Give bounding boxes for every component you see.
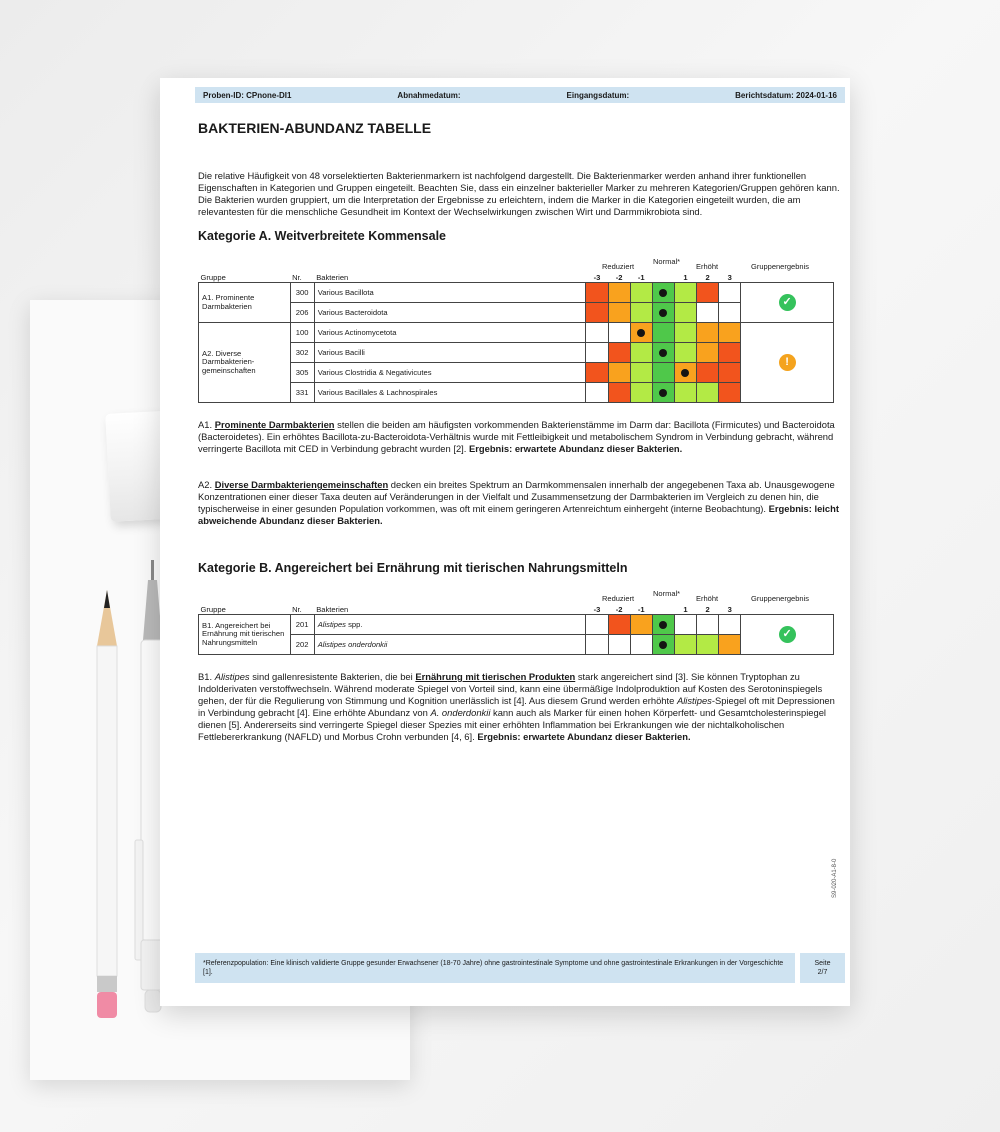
category-b-heading: Kategorie B. Angereichert bei Ernährung mit tierischen Nahrungsmitteln	[198, 561, 628, 575]
scale-reduziert: Reduziert	[602, 594, 635, 603]
abundance-cell	[608, 635, 630, 655]
marker-number: 206	[290, 303, 314, 323]
abundance-cell	[586, 283, 608, 303]
abundance-cell	[719, 383, 741, 403]
marker-number: 202	[290, 635, 314, 655]
abundance-cell	[674, 615, 696, 635]
desc-a2-prefix: A2.	[198, 479, 215, 490]
page-title: BAKTERIEN-ABUNDANZ TABELLE	[198, 120, 432, 136]
abundance-cell	[697, 363, 719, 383]
abundance-cell	[652, 303, 674, 323]
table-row	[199, 635, 834, 655]
bacteria-name: Alistipes spp.	[314, 615, 586, 635]
abundance-cell	[652, 383, 674, 403]
scale-erhoeht: Erhöht	[696, 262, 719, 271]
category-b-table	[198, 583, 840, 655]
group-result	[741, 323, 834, 403]
desc-b1-i1: Alistipes	[214, 671, 250, 682]
exclamation-circle-icon: !	[779, 354, 796, 371]
group-name: A2. Diverse Darmbakterien-gemeinschaften	[199, 323, 291, 403]
scale-num: 3	[719, 605, 741, 615]
scale-header	[198, 251, 840, 273]
abundance-cell	[608, 283, 630, 303]
category-a-table	[198, 251, 840, 403]
page-number-box	[800, 953, 845, 983]
report-header-bar	[195, 87, 845, 103]
table-row	[199, 303, 834, 323]
col-gruppe: Gruppe	[199, 605, 291, 615]
scale-num: -2	[608, 273, 630, 283]
bacteria-name: Various Bacteroidota	[314, 303, 586, 323]
abundance-cell	[719, 363, 741, 383]
abundance-cell	[674, 343, 696, 363]
bacteria-genus: Alistipes	[317, 620, 346, 629]
footer-note: *Referenzpopulation: Eine klinisch validierte Gruppe gesunder Erwachsener (18-70 Jahre) ohne gastrointestinale Symptome und ohne gastrointestinale Erkrankungen in der Vorgeschichte [1].	[195, 953, 795, 983]
abundance-table	[198, 273, 834, 403]
abundance-cell	[719, 303, 741, 323]
desc-a1-result: Ergebnis: erwartete Abundanz dieser Bakterien.	[468, 443, 683, 454]
table-row	[199, 363, 834, 383]
check-circle-icon: ✓	[779, 294, 796, 311]
abundance-cell	[630, 283, 652, 303]
scale-num: 1	[674, 605, 696, 615]
desc-b1-term: Ernährung mit tierischen Produkten	[415, 671, 576, 682]
abundance-cell	[697, 635, 719, 655]
abundance-cell	[674, 323, 696, 343]
abundance-cell	[697, 343, 719, 363]
description-b1	[198, 671, 840, 743]
abundance-cell	[719, 615, 741, 635]
marker-number: 300	[290, 283, 314, 303]
pencil	[93, 590, 121, 1020]
abundance-cell	[608, 615, 630, 635]
abundance-cell	[608, 323, 630, 343]
report-page	[160, 78, 850, 1006]
abundance-cell	[652, 323, 674, 343]
scale-reduziert: Reduziert	[602, 262, 635, 271]
table-row	[199, 323, 834, 343]
table-row	[199, 283, 834, 303]
abundance-cell	[652, 283, 674, 303]
description-a1	[198, 419, 840, 455]
bacteria-name: Various Bacillota	[314, 283, 586, 303]
abundance-cell	[608, 383, 630, 403]
abundance-cell	[630, 323, 652, 343]
scale-num	[652, 273, 674, 283]
table-row	[199, 615, 834, 635]
abundance-table	[198, 605, 834, 655]
abundance-cell	[674, 363, 696, 383]
scale-num: 1	[674, 273, 696, 283]
col-bakterien: Bakterien	[314, 273, 586, 283]
col-nr: Nr.	[290, 273, 314, 283]
probe-id: Proben-ID: CPnone-DI1	[203, 90, 292, 100]
bacteria-name: Various Bacilli	[314, 343, 586, 363]
abundance-cell	[674, 283, 696, 303]
marker-number: 305	[290, 363, 314, 383]
desc-b1-p5: kann auch als Marker für einen hohen Körperfett- und Gesamtcholesterinspiegel dienen [5]. Andererseits sind verringerte Spiegel dieser Spezies mit einer erhöhten Inflammation bei Erkrankungen wie der nichtalkoholischen Fettlebererkrankung (NAFLD) und Morbus Crohn verbunden [4, 6].	[198, 707, 827, 742]
abundance-cell	[586, 323, 608, 343]
scale-num	[652, 605, 674, 615]
abundance-cell	[586, 363, 608, 383]
abundance-cell	[697, 283, 719, 303]
value-marker	[659, 289, 667, 297]
abundance-cell	[697, 303, 719, 323]
desc-b1-p3: stark angereichert sind [3]. Sie können Tryptophan zu Indolderivaten verstoffwechseln. Während moderate Spiegel von Vorteil sind, kann eine übermäßige Indolproduktion auf Kosten des Serotoninspiegels gehen, der für die Regulierung von Stimmung und Kognition unerlässlich ist [4]. Aus diesem Grund werden erhöhte	[198, 671, 823, 706]
abundance-cell	[719, 323, 741, 343]
abundance-cell	[652, 615, 674, 635]
value-marker	[659, 621, 667, 629]
value-marker	[637, 329, 645, 337]
marker-number: 201	[290, 615, 314, 635]
abundance-cell	[586, 303, 608, 323]
col-gruppe: Gruppe	[199, 273, 291, 283]
desc-a1-term: Prominente Darmbakterien	[214, 419, 335, 430]
scale-num: -1	[630, 273, 652, 283]
value-marker	[659, 389, 667, 397]
category-a-heading: Kategorie A. Weitverbreitete Kommensale	[198, 229, 446, 243]
abundance-cell	[586, 383, 608, 403]
abundance-cell	[652, 363, 674, 383]
desc-b1-result: Ergebnis: erwartete Abundanz dieser Bakterien.	[477, 731, 691, 742]
abundance-cell	[586, 635, 608, 655]
abnahme-date: Abnahmedatum:	[397, 90, 461, 100]
bacteria-name: Various Actinomycetota	[314, 323, 586, 343]
col-result	[741, 605, 834, 615]
abundance-cell	[608, 303, 630, 323]
group-result	[741, 615, 834, 655]
scale-gruppenergebnis: Gruppenergebnis	[751, 594, 809, 603]
scale-gruppenergebnis: Gruppenergebnis	[751, 262, 809, 271]
desc-a1-prefix: A1.	[198, 419, 215, 430]
abundance-cell	[630, 383, 652, 403]
desc-b1-i3: A. onderdonkii	[430, 707, 491, 718]
scale-num: -2	[608, 605, 630, 615]
page-number: 2/7	[817, 969, 828, 976]
col-result	[741, 273, 834, 283]
desc-a1-text: stellen die beiden am häufigsten vorkommenden Bakterienstämme im Darm dar: Bacillota (Firmicutes) und Bacteroidota (Bacteroidetes). Ein erhöhtes Bacillota-zu-Bacteroidota-Verhältnis wurde mit Fettleibigkeit und metabolischem Syndrom in Verbindung gebracht, während verringerte Bacillota mit CED in Verbindung gebracht wurden [2].	[198, 419, 835, 454]
desc-a2-result: Ergebnis: leicht abweichende Abundanz dieser Bakterien.	[198, 503, 839, 526]
table-row	[199, 383, 834, 403]
scale-num: 2	[697, 273, 719, 283]
intro-text: Die relative Häufigkeit von 48 vorselektierten Bakterienmarkern ist nachfolgend dargestellt. Die Bakterienmarker werden anhand ihrer funktionellen Eigenschaften in Kategorien und Gruppen eingeteilt. Beachten Sie, dass ein einzelner bakterieller Marker zu mehreren Kategorien/Gruppen gehören kann. Die Bakterien wurden gruppiert, um die Interpretation der Ergebnisse zu erleichtern, indem die Marker in die Kategorien eingeteilt wurden, die am relevantesten für die menschliche Gesundheit im Kontext der Wechselwirkungen zwischen Wirt und Darmmikrobiota sind.	[198, 170, 840, 217]
description-a2	[198, 479, 840, 527]
abundance-cell	[608, 363, 630, 383]
marker-number: 302	[290, 343, 314, 363]
scale-header	[198, 583, 840, 605]
abundance-cell	[586, 343, 608, 363]
bacteria-name: Various Bacillales & Lachnospirales	[314, 383, 586, 403]
abundance-cell	[697, 383, 719, 403]
abundance-cell	[630, 635, 652, 655]
abundance-cell	[608, 343, 630, 363]
desc-a2-text: decken ein breites Spektrum an Darmkommensalen innerhalb der angegebenen Taxa ab. Unausgewogene Konzentrationen einer dieser Taxa deuten auf Veränderungen in der Vielfalt und Zusammensetzung der Darmbakterien im Vergleich zu denen hin, die typischerweise in einer gesunden Population vorkommen, was oft mit einem geringeren Artenreichtum einhergeht (interne Beobachtung).	[198, 479, 835, 514]
value-marker	[659, 641, 667, 649]
scale-normal: Normal*	[653, 589, 681, 598]
col-bakterien: Bakterien	[314, 605, 586, 615]
bericht-date: Berichtsdatum: 2024-01-16	[735, 90, 837, 100]
abundance-cell	[674, 635, 696, 655]
marker-number: 100	[290, 323, 314, 343]
abundance-cell	[652, 635, 674, 655]
col-nr: Nr.	[290, 605, 314, 615]
abundance-cell	[719, 343, 741, 363]
abundance-cell	[719, 635, 741, 655]
scale-normal: Normal*	[653, 257, 681, 266]
abundance-cell	[697, 615, 719, 635]
table-row	[199, 343, 834, 363]
desc-b1-p1: B1.	[198, 671, 215, 682]
value-marker	[681, 369, 689, 377]
scale-num: -3	[586, 273, 608, 283]
value-marker	[659, 309, 667, 317]
eingang-date: Eingangsdatum:	[566, 90, 630, 100]
group-name: A1. Prominente Darmbakterien	[199, 283, 291, 323]
desc-b1-i2: Alistipes	[676, 695, 712, 706]
scale-erhoeht: Erhöht	[696, 594, 719, 603]
check-circle-icon: ✓	[779, 626, 796, 643]
abundance-cell	[719, 283, 741, 303]
group-result	[741, 283, 834, 323]
desc-b1-p4: -Spiegel oft mit Depressionen in Verbindung gebracht [4]. Eine erhöhte Abundanz von	[198, 695, 835, 718]
abundance-cell	[674, 383, 696, 403]
abundance-cell	[697, 323, 719, 343]
page-label: Seite	[814, 960, 831, 967]
marker-number: 331	[290, 383, 314, 403]
value-marker	[659, 349, 667, 357]
scale-num: 2	[697, 605, 719, 615]
bacteria-name	[314, 635, 586, 655]
desc-a2-term: Diverse Darmbakteriengemeinschaften	[214, 479, 389, 490]
bacteria-name: Various Clostridia & Negativicutes	[314, 363, 586, 383]
abundance-cell	[652, 343, 674, 363]
bacteria-genus: Alistipes onderdonkii	[317, 640, 388, 649]
abundance-cell	[630, 303, 652, 323]
abundance-cell	[674, 303, 696, 323]
abundance-cell	[586, 615, 608, 635]
abundance-cell	[630, 343, 652, 363]
document-code: S9-020-A1-8-0	[832, 858, 838, 898]
scale-num: -3	[586, 605, 608, 615]
group-name: B1. Angereichert bei Ernährung mit tierischen Nahrungsmitteln	[199, 615, 291, 655]
abundance-cell	[630, 363, 652, 383]
scale-num: -1	[630, 605, 652, 615]
scale-num: 3	[719, 273, 741, 283]
abundance-cell	[630, 615, 652, 635]
desc-b1-p2: sind gallenresistente Bakterien, die bei	[249, 671, 416, 682]
